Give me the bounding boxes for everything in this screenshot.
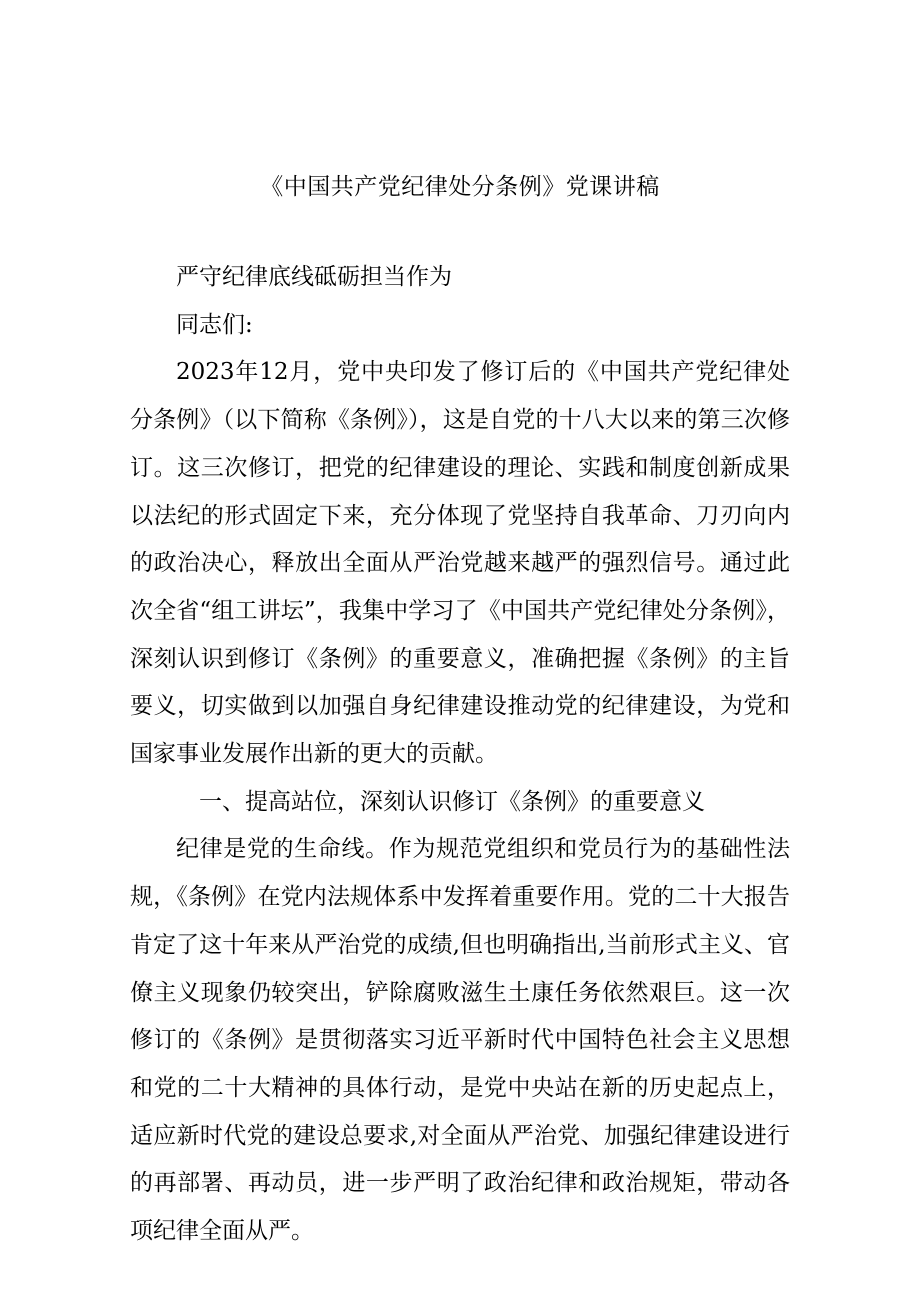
paragraph-intro: 2023年12月，党中央印发了修订后的《中国共产党纪律处分条例》（以下简称《条例》），这是自党的十八大以来的第三次修订。这三次修订，把党的纪律建设的理论、实践和制度创新成果以法纪的形式固定下来，充分体现了党坚持自我革命、刀刃向内的政治决心，释放出全面从严治党越来越严的强烈信号。通过此次全省“组工讲坛”，我集中学习了《中国共产党纪律处分条例》，深刻认识到修订《条例》的重要意义，准确把握《条例》的主旨要义，切实做到以加强自身纪律建设推动党的纪律建设，为党和国家事业发展作出新的更大的贡献。 <box>130 359 790 768</box>
document-title: 《中国共产党纪律处分条例》党课讲稿 <box>260 174 660 200</box>
paragraph-section-one: 纪律是党的生命线。作为规范党组织和党员行为的基础性法规，《条例》在党内法规体系中发挥着重要作用。党的二十大报告肯定了这十年来从严治党的成绩,但也明确指出,当前形式主义、官僚主义现象仍较突出，铲除腐败滋生土康任务依然艰巨。这一次修订的《条例》是贯彻落实习近平新时代中国特色社会主义思想和党的二十大精神的具体行动，是党中央站在新的历史起点上，适应新时代党的建设总要求,对全面从严治党、加强纪律建设进行的再部署、再动员，进一步严明了政治纪律和政治规矩，带动各项纪律全面从严。 <box>130 836 790 1245</box>
document-body <box>130 254 790 1256</box>
section-heading: 一、提高站位，深刻认识修订《条例》的重要意义 <box>199 788 705 815</box>
salutation: 同志们: <box>176 311 253 338</box>
subtitle: 严守纪律底线砥砺担当作为 <box>176 264 452 290</box>
